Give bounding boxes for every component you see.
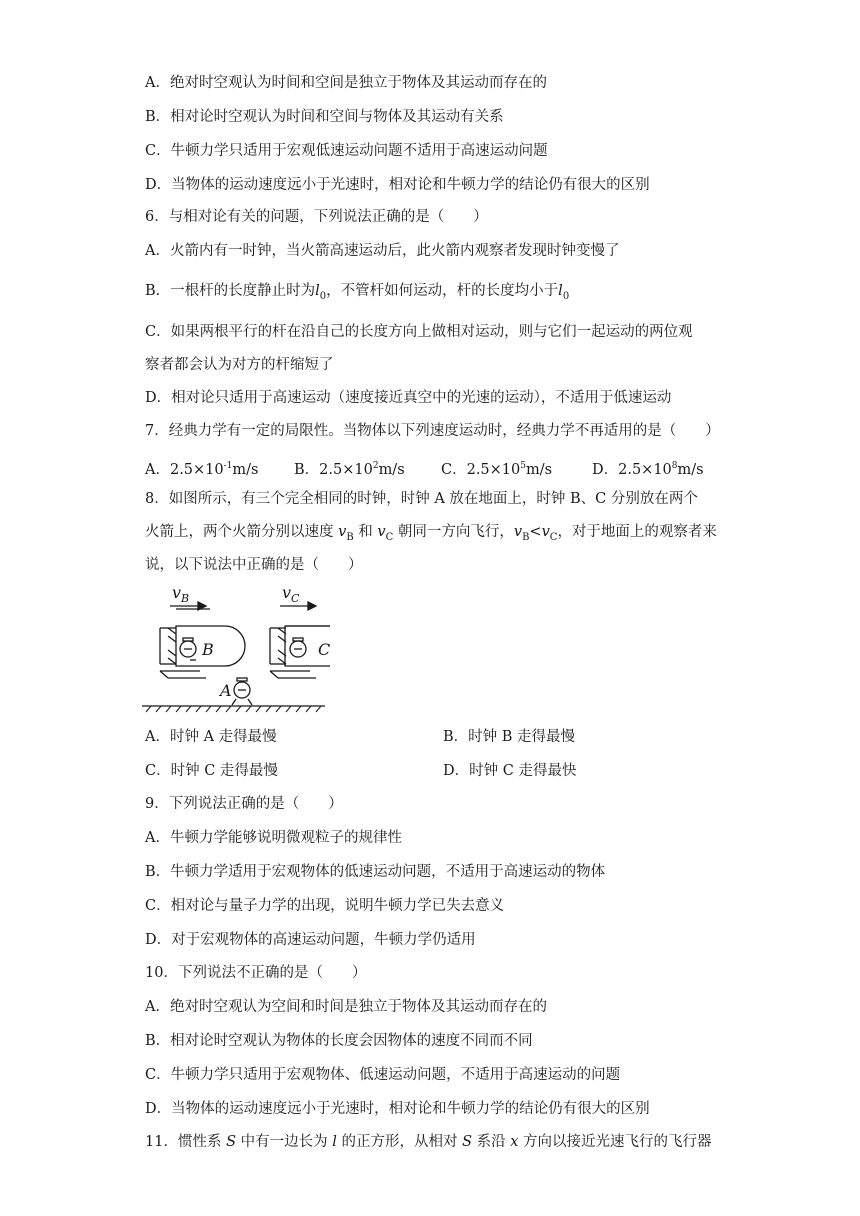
q8-option-d: D．时钟 C 走得最快: [443, 763, 577, 779]
q5-option-b: B．相对论时空观认为时间和空间与物体及其运动有关系: [145, 109, 504, 125]
q10-option-d: D．当物体的运动速度远小于光速时，相对论和牛顿力学的结论仍有很大的区别: [145, 1101, 650, 1117]
q9-option-c: C．相对论与量子力学的出现，说明牛顿力学已失去意义: [145, 898, 505, 914]
label-c: C: [318, 640, 330, 659]
q7-option-d: D．$2.5\times 10^8m/s$: [592, 461, 704, 478]
q7-stem: 7．经典力学有一定的局限性。当物体以下列速度运动时，经典力学不再适用的是（ ）: [145, 423, 720, 439]
q9-option-a: A．牛顿力学能够说明微观粒子的规律性: [145, 830, 402, 846]
label-b: B: [202, 640, 214, 659]
q7-option-a: A．$2.5\times 10^{-1}m/s$: [145, 461, 259, 478]
q10-option-a: A．绝对时空观认为空间和时间是独立于物体及其运动而存在的: [145, 999, 547, 1015]
l0-symbol-2: l: [558, 283, 563, 299]
q6-option-d: D．相对论只适用于高速运动（速度接近真空中的光速的运动），不适用于低速运动: [145, 390, 672, 406]
q8-option-b: B．时钟 B 走得最慢: [443, 729, 576, 745]
q6-option-c-line2: 察者都会认为对方的杆缩短了: [145, 357, 334, 373]
q6-option-c-line1: C．如果两根平行的杆在沿自己的长度方向上做相对运动，则与它们一起运动的两位观: [145, 324, 693, 340]
q8-option-a: A．时钟 A 走得最慢: [145, 729, 277, 745]
q10-option-b: B．相对论时空观认为物体的长度会因物体的速度不同而不同: [145, 1033, 533, 1049]
q5-option-d: D．当物体的运动速度远小于光速时，相对论和牛顿力学的结论仍有很大的区别: [145, 177, 650, 193]
label-vc: v: [282, 583, 292, 602]
q8-option-c: C．时钟 C 走得最慢: [145, 763, 278, 779]
q8-stem-line3: 说，以下说法中正确的是（ ）: [145, 557, 363, 573]
q5-option-a: A．绝对时空观认为时间和空间是独立于物体及其运动而存在的: [145, 75, 547, 91]
svg-text:B: B: [181, 592, 190, 605]
q6-option-a: A．火箭内有一时钟，当火箭高速运动后，此火箭内观察者发现时钟变慢了: [145, 243, 620, 259]
q9-stem: 9．下列说法正确的是（ ）: [145, 796, 343, 812]
q8-stem-line2: 火箭上，两个火箭分别以速度 $v_B$ 和 $v_C$ 朝同一方向飞行，$v_B<v_C$，对于地面上的观察者来: [145, 524, 717, 543]
q6-stem: 6．与相对论有关的问题，下列说法正确的是（ ）: [145, 209, 488, 225]
svg-text:C: C: [291, 592, 300, 605]
q6-b-prefix: B．一根杆的长度静止时为: [145, 283, 316, 299]
q6-b-mid: ，不管杆如何运动，杆的长度均小于: [326, 283, 559, 299]
clock-a-icon: [232, 678, 252, 705]
q5-option-c: C．牛顿力学只适用于宏观低速运动问题不适用于高速运动问题: [145, 143, 548, 159]
q10-stem: 10．下列说法不正确的是（ ）: [145, 965, 367, 981]
l0-sub-2: 0: [562, 290, 570, 302]
q11-stem: 11．惯性系 S 中有一边长为 l 的正方形，从相对 S 系沿 x 方向以接近光速飞行的飞行器: [145, 1134, 712, 1150]
q7-option-b: B．$2.5\times 10^2m/s$: [294, 461, 405, 478]
q9-option-b: B．牛顿力学适用于宏观物体的低速运动问题，不适用于高速运动的物体: [145, 864, 606, 880]
q10-option-c: C．牛顿力学只适用于宏观物体、低速运动问题，不适用于高速运动的问题: [145, 1067, 621, 1083]
q6-option-b: [145, 281, 569, 307]
q7-option-c: C．$2.5\times 10^5m/s$: [441, 461, 553, 478]
q8-stem-line1: 8．如图所示，有三个完全相同的时钟，时钟 A 放在地面上，时钟 B、C 分别放在两个: [145, 491, 698, 507]
ground-hatch: [146, 706, 321, 712]
l0-symbol: l: [315, 283, 320, 299]
label-a: A: [220, 681, 232, 700]
rocket-clock-figure: [140, 578, 330, 718]
l0-sub: 0: [319, 290, 327, 302]
q9-option-d: D．对于宏观物体的高速运动问题，牛顿力学仍适用: [145, 932, 476, 948]
label-vb: v: [172, 583, 182, 602]
